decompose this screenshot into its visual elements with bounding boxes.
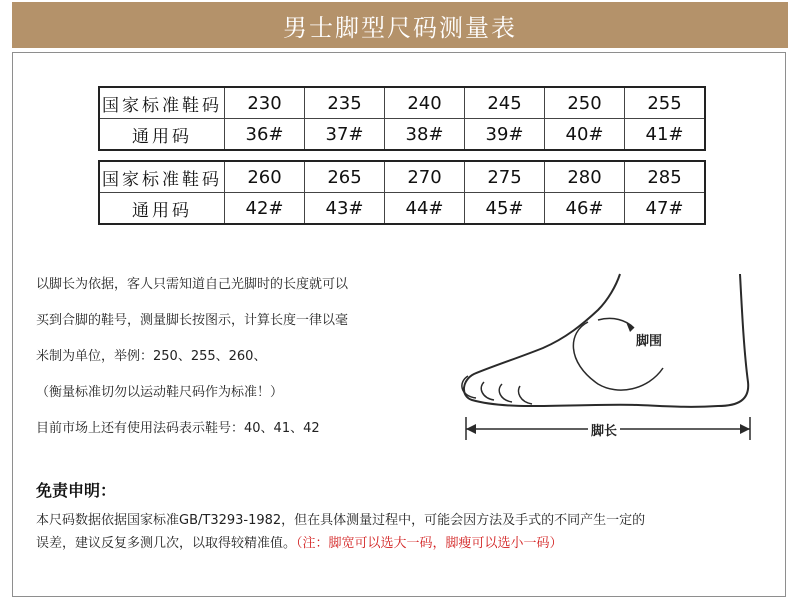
table-cell: 40# [545, 119, 625, 151]
size-table [98, 160, 706, 225]
measurement-notes [36, 270, 456, 450]
disclaimer-text: 误差，建议反复多测几次，以取得较精准值。 [36, 536, 297, 551]
table-cell: 42# [225, 193, 305, 225]
row-label: 国家标准鞋码 [99, 161, 225, 193]
girth-label: 脚围 [636, 334, 663, 349]
note-line: 以脚长为依据，客人只需知道自己光脚时的长度就可以 [36, 277, 349, 292]
table-cell: 275 [465, 161, 545, 193]
table-cell: 255 [625, 87, 706, 119]
disclaimer-title: 免责申明： [36, 481, 117, 500]
table-cell: 245 [465, 87, 545, 119]
table-cell: 36# [225, 119, 305, 151]
table-cell: 285 [625, 161, 706, 193]
table-cell: 43# [305, 193, 385, 225]
table-cell: 47# [625, 193, 706, 225]
table-cell: 230 [225, 87, 305, 119]
disclaimer-note: （注：脚宽可以选大一码，脚瘦可以选小一码） [296, 536, 563, 551]
table-cell: 38# [385, 119, 465, 151]
disclaimer-line: 本尺码数据依据国家标准GB/T3293-1982，但在具体测量过程中，可能会因方法及手式的不同产生一定的 [36, 513, 646, 528]
page-title: 男士脚型尺码测量表 [283, 13, 517, 42]
table-cell: 270 [385, 161, 465, 193]
table-cell: 41# [625, 119, 706, 151]
size-table [98, 86, 706, 151]
table-cell: 39# [465, 119, 545, 151]
foot-diagram [448, 272, 768, 452]
row-label: 通用码 [99, 119, 225, 151]
note-line: 米制为单位，举例：250、255、260、 [36, 349, 267, 364]
table-cell: 44# [385, 193, 465, 225]
table-row [99, 193, 705, 225]
table-row [99, 87, 705, 119]
table-cell: 280 [545, 161, 625, 193]
table-row [99, 161, 705, 193]
note-line: （衡量标准切勿以运动鞋尺码作为标准！） [36, 385, 284, 400]
table-cell: 240 [385, 87, 465, 119]
table-cell: 235 [305, 87, 385, 119]
table-row [99, 119, 705, 151]
table-cell: 265 [305, 161, 385, 193]
row-label: 国家标准鞋码 [99, 87, 225, 119]
disclaimer-line [36, 532, 776, 555]
disclaimer [36, 478, 776, 555]
table-cell: 46# [545, 193, 625, 225]
table-cell: 250 [545, 87, 625, 119]
note-line: 买到合脚的鞋号，测量脚长按图示，计算长度一律以毫 [36, 313, 349, 328]
header-banner [12, 2, 788, 48]
table-cell: 260 [225, 161, 305, 193]
row-label: 通用码 [99, 193, 225, 225]
note-line: 目前市场上还有使用法码表示鞋号：40、41、42 [36, 421, 320, 436]
table-cell: 37# [305, 119, 385, 151]
table-cell: 45# [465, 193, 545, 225]
length-label: 脚长 [588, 420, 620, 439]
